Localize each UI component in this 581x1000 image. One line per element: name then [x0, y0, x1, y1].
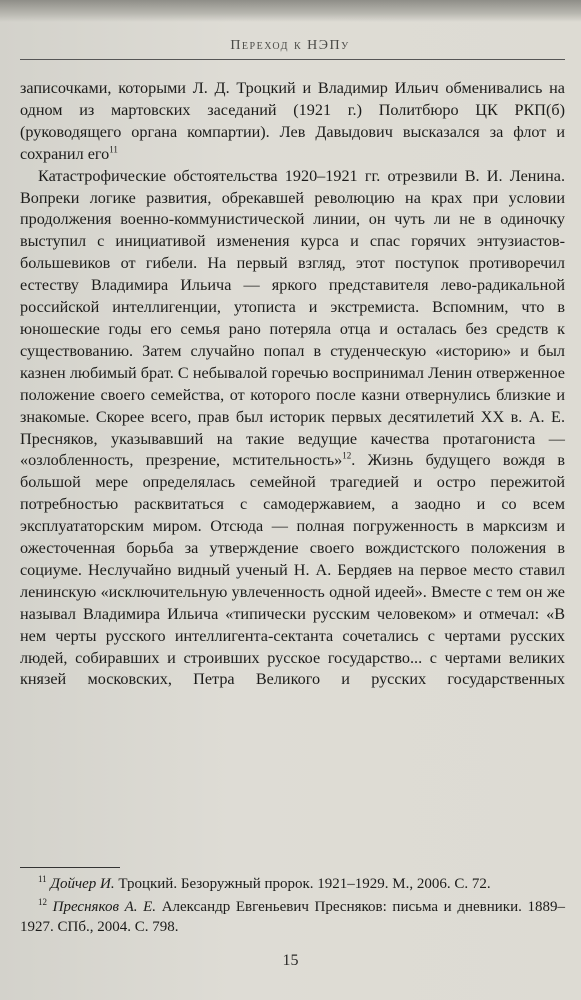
header-rule: [20, 59, 565, 60]
page-number: 15: [282, 952, 299, 969]
footnote-ref-12: 12: [342, 451, 352, 462]
footnote-author: Пресняков А. Е.: [52, 898, 157, 915]
footnote-text: Троцкий. Безоружный пророк. 1921–1929. М., 2006. С. 72.: [114, 876, 491, 892]
footnote-author: Дойчер И.: [50, 876, 115, 892]
footnote-text: Александр Евгеньевич Пресняков: письма и дневники. 1889–1927. СПб., 2004. С. 798.: [20, 898, 565, 935]
footnotes: [20, 874, 565, 940]
paragraph-1-text: записочками, которыми Л. Д. Троцкий и Владимир Ильич обменивались на одном из мартовских заседаний (1921 г.) Политбюро ЦК РКП(б) (руководящего органа компартии). Лев Давыдович высказался за флот и сохранил его: [20, 79, 565, 163]
main-text: [20, 78, 565, 691]
running-head: Переход к НЭПу: [230, 38, 350, 53]
paragraph-2-text-a: Катастрофические обстоятельства 1920–1921 гг. отрезвили В. И. Ленина. Вопреки логике развития, обрекавшей революцию на крах при условии продолжения военно-коммунистической линии, он чуть ли не в одиночку выступил с инициативой изменения курса и спас горячих энтузиастов-большевиков от гибели. На первый взгляд, этот поступок противоречил естеству Владимира Ильича — яркого представителя лево-радикальной российской интеллигенции, утописта и экстремиста. Вспомним, что в юношеские годы его семья рано потеряла отца и осталась без средств к существованию. Затем случайно попал в студенческую «историю» и был казнен любимый брат. С небывалой горечью воспринимал Ленин отверженное положение своего семейства, от которого после казни отвернулись близкие и знакомые. Скорее всего, прав был историк первых десятилетий XX в. А. Е. Пресняков, указывавший на такие ведущие качества протагониста — «озлобленность, презрение, мстительность»: [20, 166, 565, 470]
footnote-11: [20, 874, 565, 895]
footnote-number: 11: [38, 874, 47, 884]
footnote-12: [20, 897, 565, 938]
footnote-number: 12: [38, 896, 47, 907]
paragraph-2: [20, 166, 565, 692]
footnote-ref-11: 11: [109, 144, 118, 155]
paragraph-2-text-b: . Жизнь будущего вождя в большой мере определялась семейной трагедией и остро пережитой потребностью расквитаться с самодержавием, а заодно и со всем эксплуататорским миром. Отсюда — полная погруженность в марксизм и ожесточенная борьба за утверждение своего вождистского положения в социуме. Неслучайно видный ученый Н. А. Бердяев на первое место ставил ленинскую «исключительную увлеченность одной идеей». Вместе с тем он же называл Владимира Ильича «типически русским человеком» и отмечал: «В нем черты русского интеллигента-сектанта сочетались с чертами русских людей, собиравших и строивших русское государство... с чертами великих князей московских, Петра Великого и русских государственных: [20, 451, 566, 689]
paragraph-1: [20, 78, 565, 166]
page-top-shadow: [0, 0, 581, 22]
footnote-rule: [20, 867, 120, 868]
